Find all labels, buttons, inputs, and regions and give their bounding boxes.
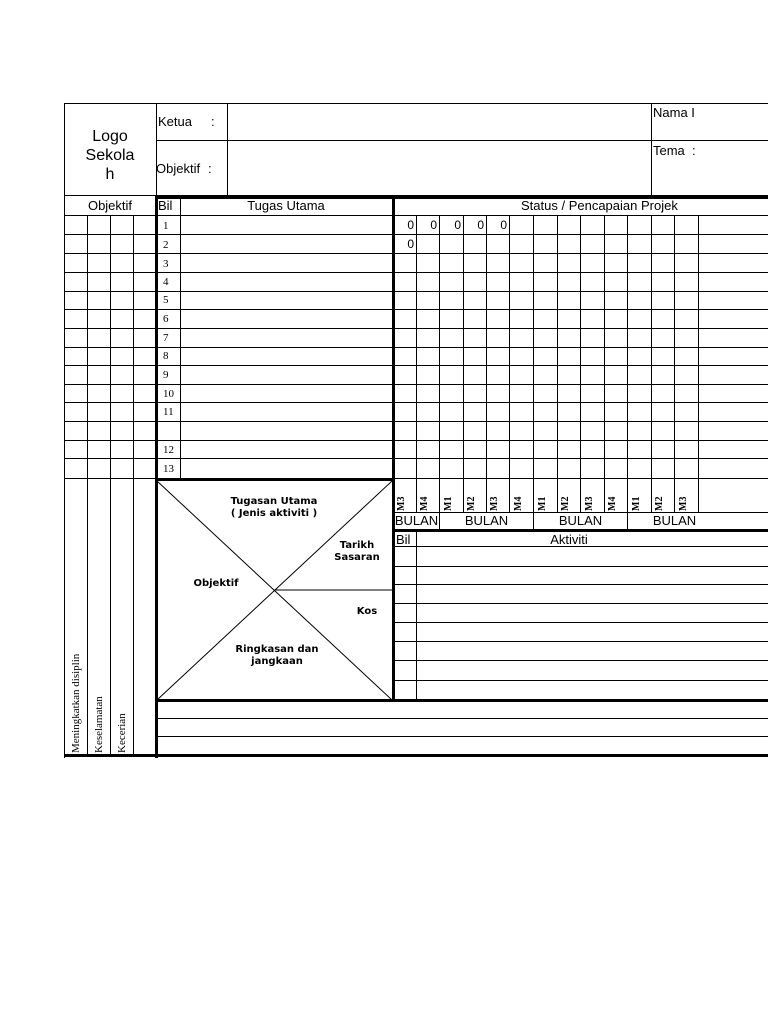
month-label: M4 (513, 496, 524, 511)
bulan-label: BULAN (394, 513, 439, 528)
month-label: M3 (678, 496, 689, 511)
month-label: M2 (560, 496, 571, 511)
tugas-column-header: Tugas Utama (247, 198, 325, 213)
row-number: 2 (163, 239, 169, 251)
kos-label: Kos (356, 606, 378, 617)
activity-bil-header: Bil (396, 532, 411, 547)
ketua-field[interactable] (228, 104, 650, 139)
objective-label: Meningkatkan disiplin (70, 653, 82, 753)
status-column-header: Status / Pencapaian Projek (521, 198, 678, 213)
objektif-label: Objektif (156, 161, 201, 176)
row-number: 13 (163, 463, 174, 475)
objektif-diagram-label: Objektif (193, 578, 239, 589)
objective-label: Keselamatan (93, 696, 105, 753)
row-number: 5 (163, 294, 169, 306)
row-number: 8 (163, 350, 169, 362)
row-number: 1 (163, 220, 169, 232)
tugasan-utama-label: Tugasan Utama ( Jenis aktiviti ) (230, 496, 318, 519)
month-label: M1 (631, 496, 642, 511)
status-value: 0 (407, 218, 414, 232)
row-number: 11 (163, 406, 174, 418)
objektif-colon: : (208, 161, 212, 176)
row-number: 4 (163, 276, 169, 288)
month-label: M3 (489, 496, 500, 511)
row-number: 6 (163, 313, 169, 325)
tema-colon: : (692, 143, 696, 158)
status-value: 0 (407, 237, 414, 251)
ringkasan-label: Ringkasan dan jangkaan (235, 644, 319, 667)
month-label: M3 (584, 496, 595, 511)
objective-label: Kecerian (116, 713, 128, 753)
aktiviti-header: Aktiviti (550, 532, 588, 547)
objektif-field[interactable] (228, 141, 650, 194)
month-label: M4 (607, 496, 618, 511)
status-value: 0 (430, 218, 437, 232)
tarikh-sasaran-label: Tarikh Sasaran (334, 540, 380, 563)
row-number: 10 (163, 388, 174, 400)
objektif-column-header: Objektif (87, 198, 133, 213)
status-value: 0 (477, 218, 484, 232)
month-label: M3 (396, 496, 407, 511)
month-label: M4 (419, 496, 430, 511)
bulan-label: BULAN (558, 513, 603, 528)
month-label: M1 (537, 496, 548, 511)
row-number: 3 (163, 258, 169, 270)
month-label: M1 (443, 496, 454, 511)
tema-label: Tema (653, 143, 685, 158)
row-number: 12 (163, 444, 174, 456)
month-label: M2 (654, 496, 665, 511)
row-number: 9 (163, 369, 169, 381)
bulan-label: BULAN (652, 513, 697, 528)
status-value: 0 (500, 218, 507, 232)
bil-column-header: Bil (158, 198, 173, 213)
ketua-label: Ketua (158, 114, 192, 129)
bulan-label: BULAN (464, 513, 509, 528)
month-label: M2 (466, 496, 477, 511)
nama-label: Nama I (653, 105, 695, 120)
ketua-colon: : (211, 114, 215, 129)
status-value: 0 (454, 218, 461, 232)
logo-placeholder: Logo Sekola h (85, 128, 135, 183)
row-number: 7 (163, 332, 169, 344)
